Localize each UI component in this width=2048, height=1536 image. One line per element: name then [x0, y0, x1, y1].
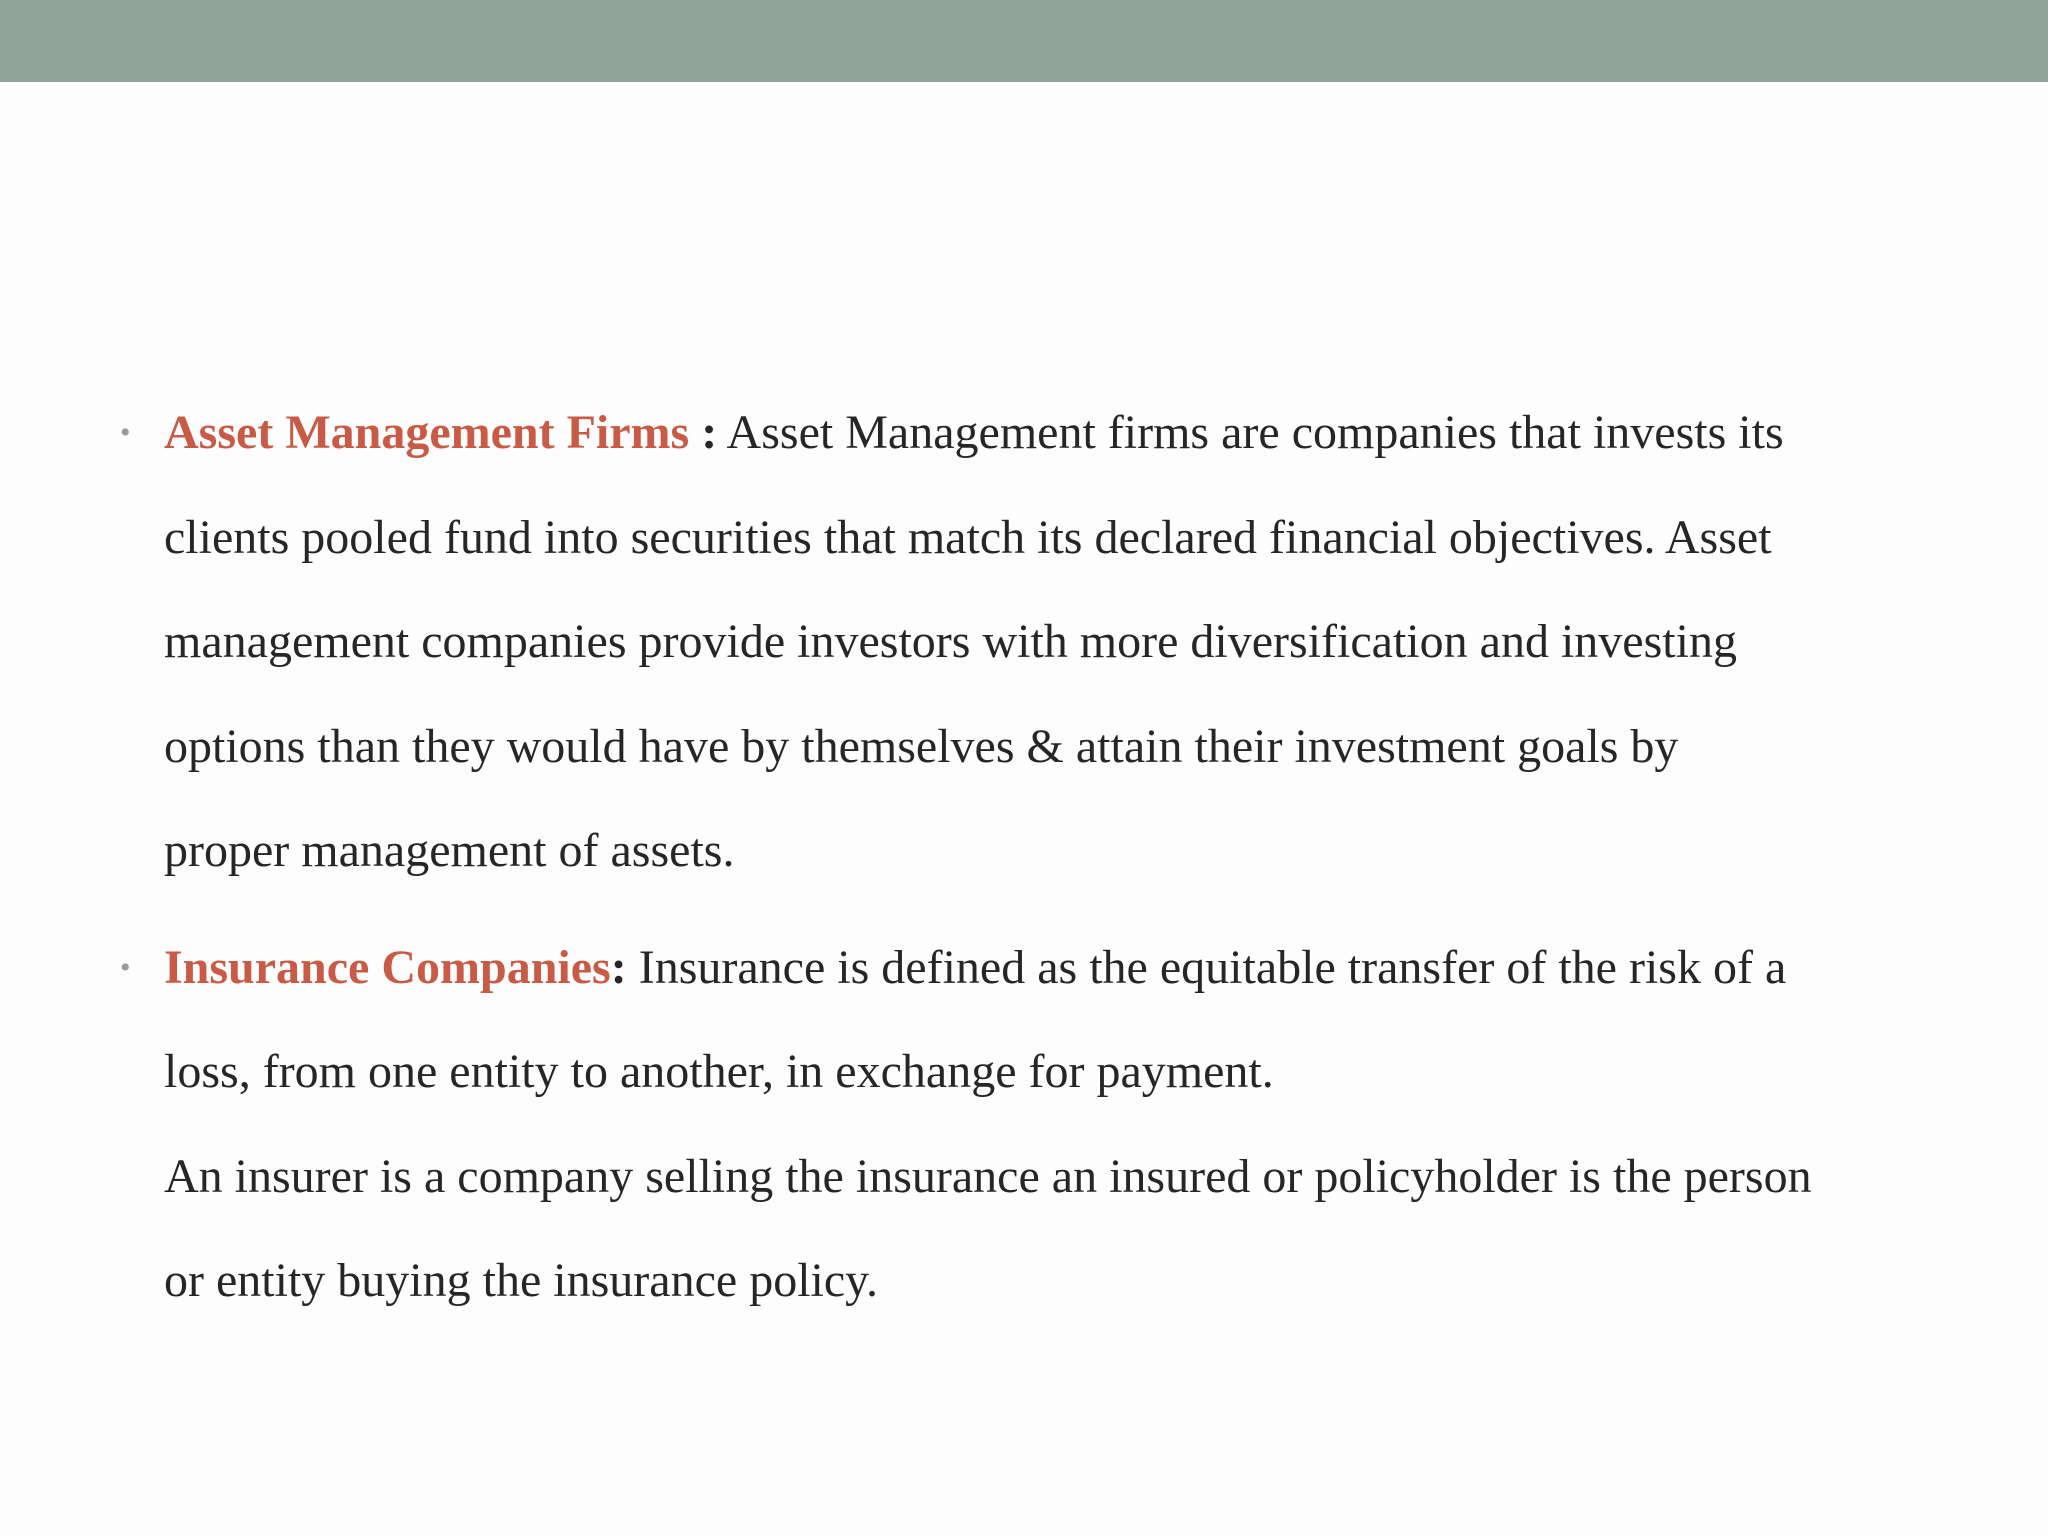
definition-line: or entity buying the insurance policy.: [164, 1254, 879, 1307]
definition-text: Insurance is defined as the equitable transfer of the risk of a: [626, 940, 1787, 994]
bullet-insurance-companies: [120, 916, 1944, 1334]
definition-line: proper management of assets.: [164, 824, 735, 877]
bullet-icon: •: [120, 950, 131, 984]
definition-text: Asset Management firms are companies that invests its: [717, 406, 1784, 459]
definition-line: An insurer is a company selling the insurance an insured or policyholder is the person: [164, 1149, 1812, 1203]
slide-content: [120, 381, 1944, 1334]
definition-line: management companies provide investors with more diversification and investing: [164, 615, 1737, 668]
term-asset-management-firms: Asset Management Firms: [164, 406, 690, 459]
term-separator: :: [610, 940, 627, 994]
bullet-line: [164, 916, 1944, 1021]
term-separator: :: [689, 406, 718, 459]
definition-line: loss, from one entity to another, in exchange for payment.: [164, 1045, 1274, 1098]
definition-line: options than they would have by themselves & attain their investment goals by: [164, 719, 1679, 773]
header-band: [0, 0, 2048, 82]
definition-line: clients pooled fund into securities that match its declared financial objectives. Asset: [164, 510, 1772, 564]
term-insurance-companies: Insurance Companies: [164, 940, 611, 994]
bullet-line: [164, 381, 1944, 486]
bullet-icon: •: [120, 416, 131, 449]
bullet-asset-management: [120, 381, 1944, 904]
